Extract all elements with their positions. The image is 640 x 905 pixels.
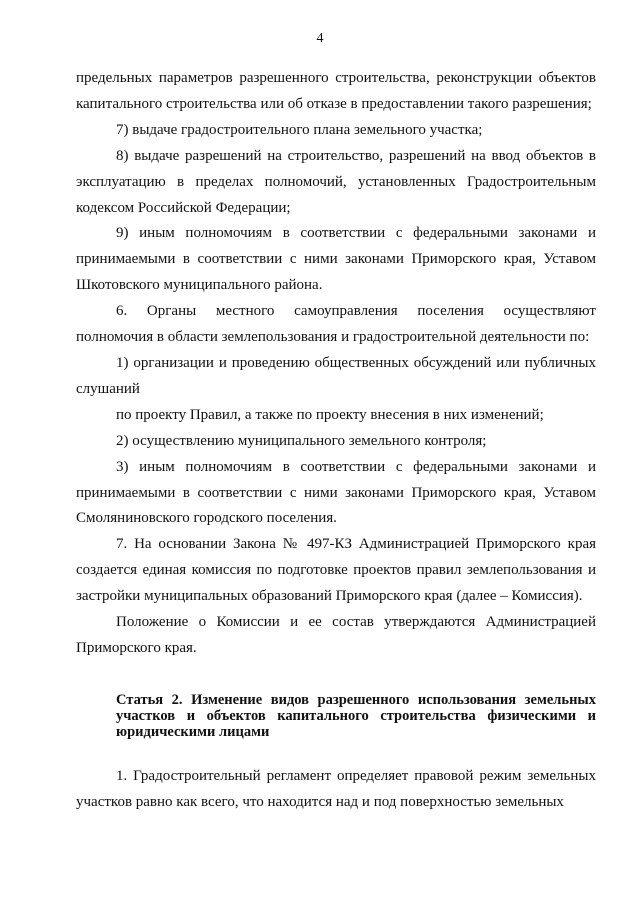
article-heading: Статья 2. Изменение видов разрешенного использования земельных участков и объектов капитального строительства физическими и юридическими лицами bbox=[116, 691, 596, 740]
paragraph-clause-6: 6. Органы местного самоуправления поселения осуществляют полномочия в области землепользования и градостроительной деятельности по: bbox=[76, 303, 596, 346]
paragraph-clause-7: 7. На основании Закона № 497-КЗ Администрацией Приморского края создается единая комиссия по подготовке проектов правил землепользования и застройки муниципальных образований Приморского края (далее – Комиссия). bbox=[76, 536, 596, 605]
paragraph-item-7: 7) выдаче градостроительного плана земельного участка; bbox=[116, 121, 483, 138]
paragraph-article-2-clause-1: 1. Градостроительный регламент определяет правовой режим земельных участков равно как всего, что находится над и под поверхностью земельных bbox=[76, 767, 596, 810]
spacer bbox=[76, 662, 596, 692]
paragraph-clause-6-item-3: 3) иным полномочиям в соответствии с федеральными законами и принимаемыми в соответствии с ними законами Приморского края, Уставом Смоляниновского городского поселения. bbox=[76, 458, 596, 527]
paragraph-clause-6-item-1: 1) организации и проведению общественных обсуждений или публичных слушаний bbox=[76, 354, 596, 397]
paragraph-continuation: предельных параметров разрешенного строительства, реконструкции объектов капитального строительства или об отказе в предоставлении такого разрешения; bbox=[76, 70, 596, 112]
paragraph-item-8: 8) выдаче разрешений на строительство, разрешений на ввод объектов в эксплуатацию в пределах полномочий, установленных Градостроительным кодексом Российской Федерации; bbox=[76, 147, 596, 216]
paragraph-commission-regulation: Положение о Комиссии и ее состав утверждаются Администрацией Приморского края. bbox=[76, 614, 596, 656]
paragraph-item-9: 9) иным полномочиям в соответствии с федеральными законами и принимаемыми в соответствии с ними законами Приморского края, Уставом Шкотовского муниципального района. bbox=[76, 225, 596, 294]
document-body bbox=[76, 66, 596, 816]
page-number: 4 bbox=[316, 31, 324, 46]
spacer bbox=[76, 740, 596, 764]
paragraph-clause-6-item-1-cont: по проекту Правил, а также по проекту внесения в них изменений; bbox=[116, 406, 544, 423]
paragraph-clause-6-item-2: 2) осуществлению муниципального земельного контроля; bbox=[116, 432, 487, 449]
